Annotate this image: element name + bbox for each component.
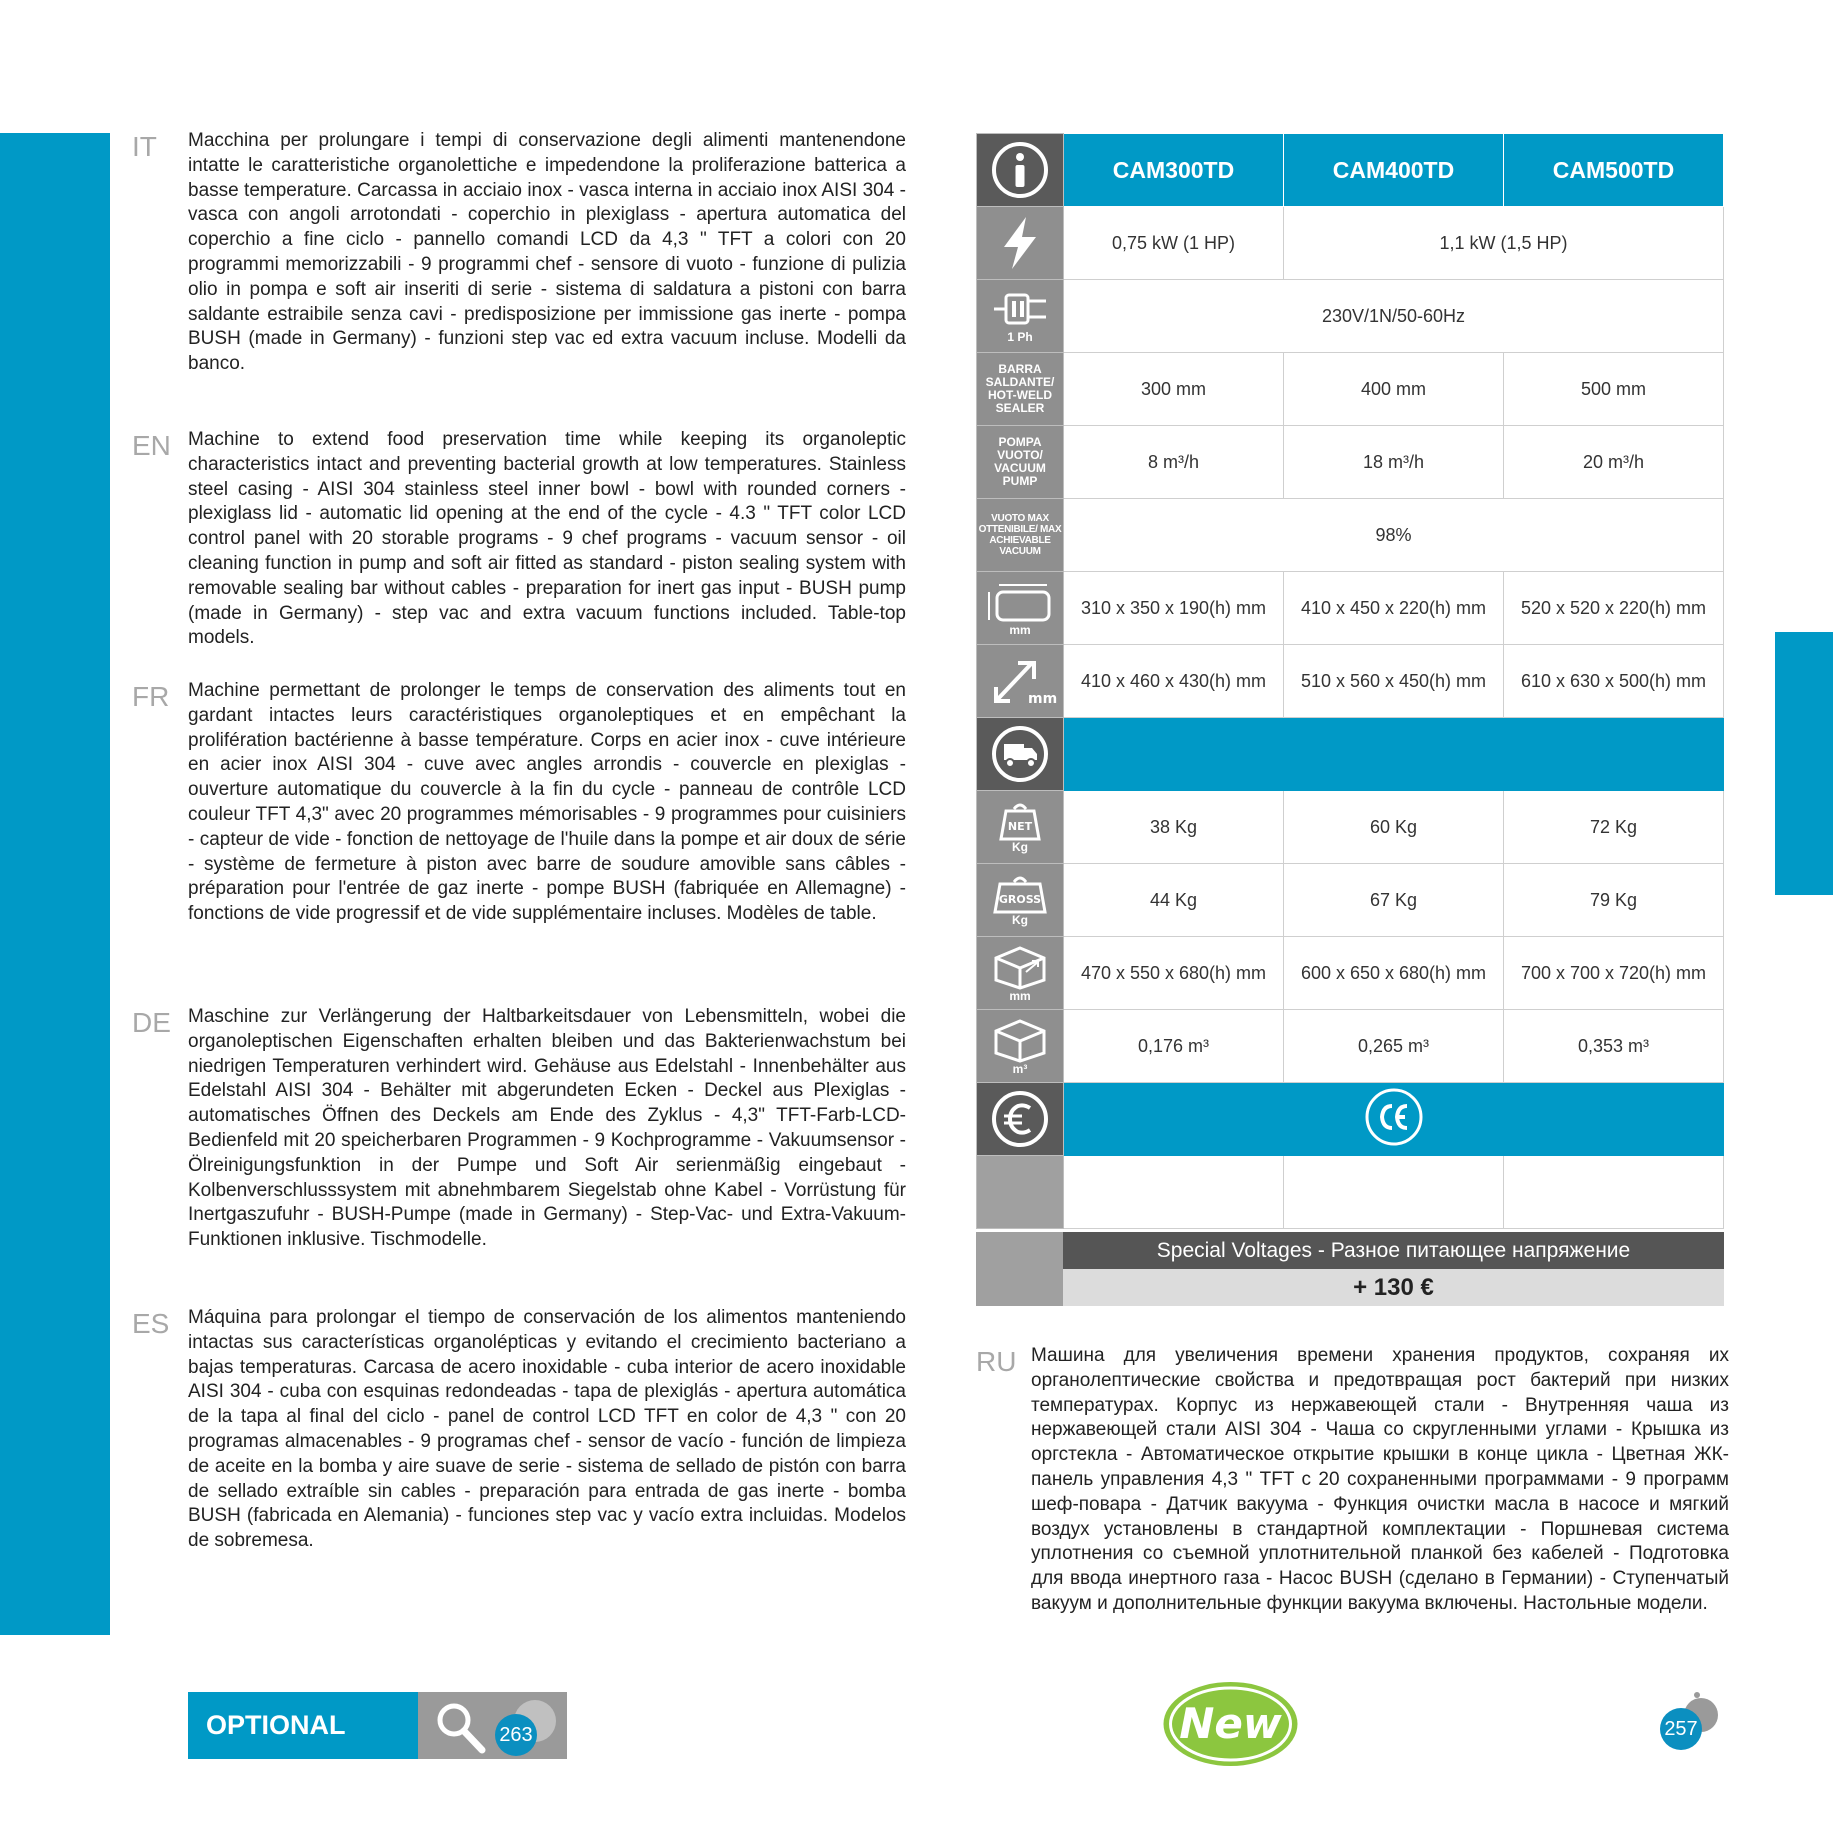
special-voltages [976, 1232, 1724, 1306]
bar-value: 400 mm [1284, 353, 1504, 426]
gross-weight-value: 79 Kg [1504, 864, 1724, 937]
description-es [130, 1306, 920, 1554]
lightning-icon [977, 207, 1064, 280]
gross-weight-value: 44 Kg [1064, 864, 1284, 937]
table-row-price-header [977, 1083, 1724, 1156]
pump-value: 18 m³/h [1284, 426, 1504, 499]
table-row-chamber [977, 572, 1724, 645]
table-row-vacuum [977, 499, 1724, 572]
language-code: DE [132, 1007, 171, 1038]
chamber-dimensions-icon [977, 572, 1064, 645]
page-number-block [1660, 1692, 1722, 1754]
net-weight-icon [977, 791, 1064, 864]
price-label-cell [977, 1156, 1064, 1229]
price-value [1504, 1156, 1724, 1229]
language-code: IT [132, 131, 157, 162]
page-number: 257 [1660, 1708, 1702, 1750]
description-de [130, 1005, 920, 1253]
table-row-external [977, 645, 1724, 718]
special-voltages-label: Special Voltages - Разное питающее напряжение [1063, 1232, 1724, 1269]
power-value: 1,1 kW (1,5 HP) [1284, 207, 1724, 280]
plug-icon [977, 280, 1064, 353]
description-text: Machine permettant de prolonger le temps de conservation des aliments tout en gardant intactes leurs caractéristiques organoleptiques et en empêchant la prolifération bactérienne à basse température. Corps en acier inox - cuve intérieure en acier inox AISI 304 - cuve avec angles arrondis - couvercle en plexiglas - ouverture automatique du couvercle à la fin du cycle - panneau de contrôle LCD couleur TFT 4,3" avec 20 programmes mémorisables - 9 programmes pour cuisiniers - capteur de vide - fonction de nettoyage de l'huile dans la pompe et air doux de série - système de fermeture à piston avec barre de soudure amovible sans câbles - préparation pour l'entrée de gaz inerte - pompe BUSH (fabriquée en Allemagne) - fonctions de vide progressif et de vide supplémentaire incluses. Modèles de table. [188, 680, 906, 925]
special-voltages-price: + 130 € [1063, 1269, 1724, 1306]
new-label: New [1179, 1699, 1282, 1748]
optional-search-panel [418, 1692, 567, 1759]
package-value: 600 x 650 x 680(h) mm [1284, 937, 1504, 1010]
shipping-band [1064, 718, 1724, 791]
new-badge [1161, 1680, 1300, 1768]
chamber-value: 520 x 520 x 220(h) mm [1504, 572, 1724, 645]
right-tab-marker [1775, 632, 1833, 895]
left-accent-bar [0, 133, 110, 1635]
package-value: 470 x 550 x 680(h) mm [1064, 937, 1284, 1010]
language-code: FR [132, 681, 170, 712]
unit-label: mm [1009, 622, 1031, 637]
volume-value: 0,353 m³ [1504, 1010, 1724, 1083]
external-value: 610 x 630 x 500(h) mm [1504, 645, 1724, 718]
package-value: 700 x 700 x 720(h) mm [1504, 937, 1724, 1010]
unit-label: mm [1009, 988, 1031, 1003]
chamber-value: 310 x 350 x 190(h) mm [1064, 572, 1284, 645]
table-row-gross-weight [977, 864, 1724, 937]
description-text: Máquina para prolongar el tiempo de conservación de los alimentos manteniendo intactas sus características organolépticas y evitando el crecimiento bacteriano a bajas temperaturas. Carcasa de acero inoxidable - cuba interior de acero inoxidable AISI 304 - cuba con esquinas redondeadas - tapa de plexiglás - apertura automática de la tapa al final del ciclo - panel de control LCD TFT en color de 4,3 " con 20 programas almacenables - 9 programas chef - sensor de vacío - función de limpieza de aceite en la bomba y aire suave de serie - sistema de sellado de pistón con barra de sellado extraíble sin cables - preparación para entrada de gas inerte - bomba BUSH (fabricada en Alemania) - funciones step vac y vacío extra incluidas. Modelos de sobremesa. [188, 1307, 906, 1552]
description-text: Macchina per prolungare i tempi di conservazione degli alimenti mantenendone intatte le caratteristiche organolettiche e impedendone la proliferazione batterica a basse temperature. Carcassa in acciaio inox - vasca interna in acciaio inox AISI 304 - vasca con angoli arrotondati - coperchio in plexiglass - apertura automatica del coperchio a fine ciclo - pannello comandi LCD da 4,3 " TFT a colori con 20 programmi memorizzabili - 9 programmi chef - sensore di vuoto - funzione di pulizia olio in pompa e soft air inseriti di serie - sistema di saldatura a pistoni con barra saldante estraibile senza cavi - predisposizione per immissione gas inerte - pompa BUSH (made in Germany) - funzioni step vac ed extra vacuum incluse. Modelli da banco. [188, 130, 906, 375]
description-en [130, 428, 920, 651]
chamber-value: 410 x 450 x 220(h) mm [1284, 572, 1504, 645]
phase-label: 1 Ph [1007, 329, 1033, 344]
table-row-sealing-bar [977, 353, 1724, 426]
description-text: Maschine zur Verlängerung der Haltbarkeitsdauer von Lebensmitteln, wobei die organoleptischen Eigenschaften erhalten bleiben und das Bakterienwachstum bei niedrigen Temperaturen verhindert wird. Gehäuse aus Edelstahl - Innenbehälter aus Edelstahl AISI 304 - Behälter mit abgerundeten Ecken - Deckel aus Plexiglas - automatisches Öffnen des Deckels am Ende des Zyklus - 4,3" TFT-Farb-LCD-Bedienfeld mit 20 speicherbaren Programmen - 9 Kochprogramme - Vakuumsensor - Ölreinigungsfunktion in der Pumpe und Soft Air serienmäßig eingebaut - Kolbenverschlusssystem mit abnehmbarem Siegelstab ohne Kabel - Vorrüstung für Inertgaszufuhr - BUSH-Pumpe (made in Germany) - Step-Vac- und Extra-Vakuum-Funktionen inklusive. Tischmodelle. [188, 1006, 906, 1251]
package-icon [977, 937, 1064, 1010]
bar-value: 500 mm [1504, 353, 1724, 426]
vacuum-label: VUOTO MAX OTTENIBILE/ MAX ACHIEVABLE VACUUM [978, 513, 1062, 557]
model-name: CAM300TD [1064, 134, 1284, 207]
language-code: ES [132, 1308, 170, 1339]
model-name: CAM500TD [1504, 134, 1724, 207]
ce-mark-icon [1064, 1083, 1724, 1156]
sealing-bar-label-cell [977, 353, 1064, 426]
unit-label: Kg [1012, 839, 1028, 854]
table-row-net-weight [977, 791, 1724, 864]
description-text: Machine to extend food preservation time while keeping its organoleptic characteristics intact and preventing bacterial growth at low temperatures. Stainless steel casing - AISI 304 stainless steel inner bowl - bowl with rounded corners - plexiglass lid - automatic lid opening at the end of the cycle - 4.3 " TFT color LCD control panel with 20 storable programs - 9 chef programs - vacuum sensor - oil cleaning function in pump and soft air fitted as standard - piston sealing system with removable sealing bar without cables - preparation for inert gas input - BUSH pump (made in Germany) - step vac and extra vacuum functions included. Table-top models. [188, 429, 906, 649]
unit-label: Kg [1012, 912, 1028, 927]
net-weight-value: 72 Kg [1504, 791, 1724, 864]
table-row-pump [977, 426, 1724, 499]
volume-value: 0,265 m³ [1284, 1010, 1504, 1083]
optional-label: OPTIONAL [188, 1692, 418, 1759]
description-it [130, 129, 920, 377]
external-dimensions-icon [977, 645, 1064, 718]
model-name: CAM400TD [1284, 134, 1504, 207]
gross-label: GROSS [998, 892, 1042, 906]
language-code: EN [132, 430, 171, 461]
vacuum-label-cell [977, 499, 1064, 572]
table-row-voltage [977, 280, 1724, 353]
decor-dot [1694, 1692, 1700, 1698]
unit-label: m³ [1012, 1061, 1028, 1076]
pump-label-cell [977, 426, 1064, 499]
volume-icon [977, 1010, 1064, 1083]
external-value: 510 x 560 x 450(h) mm [1284, 645, 1504, 718]
pump-value: 8 m³/h [1064, 426, 1284, 499]
net-label: NET [1007, 819, 1033, 833]
table-row-power [977, 207, 1724, 280]
sealing-bar-label: BARRA SALDANTE/ HOT-WELD SEALER [985, 362, 1055, 415]
vacuum-value: 98% [1064, 499, 1724, 572]
volume-value: 0,176 m³ [1064, 1010, 1284, 1083]
unit-label: mm [1028, 691, 1058, 707]
voltage-value: 230V/1N/50-60Hz [1064, 280, 1724, 353]
special-grey-cell [976, 1232, 1063, 1306]
euro-icon [977, 1083, 1064, 1156]
optional-page-number: 263 [495, 1714, 537, 1756]
price-value [1284, 1156, 1504, 1229]
optional-link[interactable] [188, 1692, 567, 1759]
description-text: Машина для увеличения времени хранения продуктов, сохраняя их органолептические свойства и предотвращая рост бактерий при низких температурах. Корпус из нержавеющей стали - Внутренняя чаша из нержавеющей стали AISI 304 - Чаша со скругленными углами - Крышка из оргстекла - Автоматическое открытие крышки в конце цикла - Цветная ЖК-панель управления 4,3 " TFT с 20 сохраненными программами - 9 программ шеф-повара - Датчик вакуума - Функция очистки масла в насосе и мягкий воздух установлены в стандартной комплектации - Поршневая система уплотнения со съемной уплотнительной планкой без кабелей - Подготовка для ввода инертного газа - Насос BUSH (сделано в Германии) - Ступенчатый вакуум и дополнительные функции вакуума включены. Настольные модели. [1031, 1345, 1729, 1614]
table-row-package [977, 937, 1724, 1010]
info-icon [977, 134, 1064, 207]
spec-table [976, 133, 1724, 1229]
pump-value: 20 m³/h [1504, 426, 1724, 499]
pump-label: POMPA VUOTO/ VACUUM PUMP [994, 435, 1046, 488]
truck-icon [977, 718, 1064, 791]
bar-value: 300 mm [1064, 353, 1284, 426]
language-code: RU [976, 1346, 1017, 1377]
gross-weight-value: 67 Kg [1284, 864, 1504, 937]
net-weight-value: 38 Kg [1064, 791, 1284, 864]
search-icon [432, 1700, 492, 1754]
table-row-price [977, 1156, 1724, 1229]
table-row-shipping [977, 718, 1724, 791]
net-weight-value: 60 Kg [1284, 791, 1504, 864]
external-value: 410 x 460 x 430(h) mm [1064, 645, 1284, 718]
gross-weight-icon [977, 864, 1064, 937]
table-row-volume [977, 1010, 1724, 1083]
price-value [1064, 1156, 1284, 1229]
table-row-models [977, 134, 1724, 207]
power-value: 0,75 kW (1 HP) [1064, 207, 1284, 280]
description-fr [130, 679, 920, 927]
description-ru [976, 1344, 1736, 1617]
